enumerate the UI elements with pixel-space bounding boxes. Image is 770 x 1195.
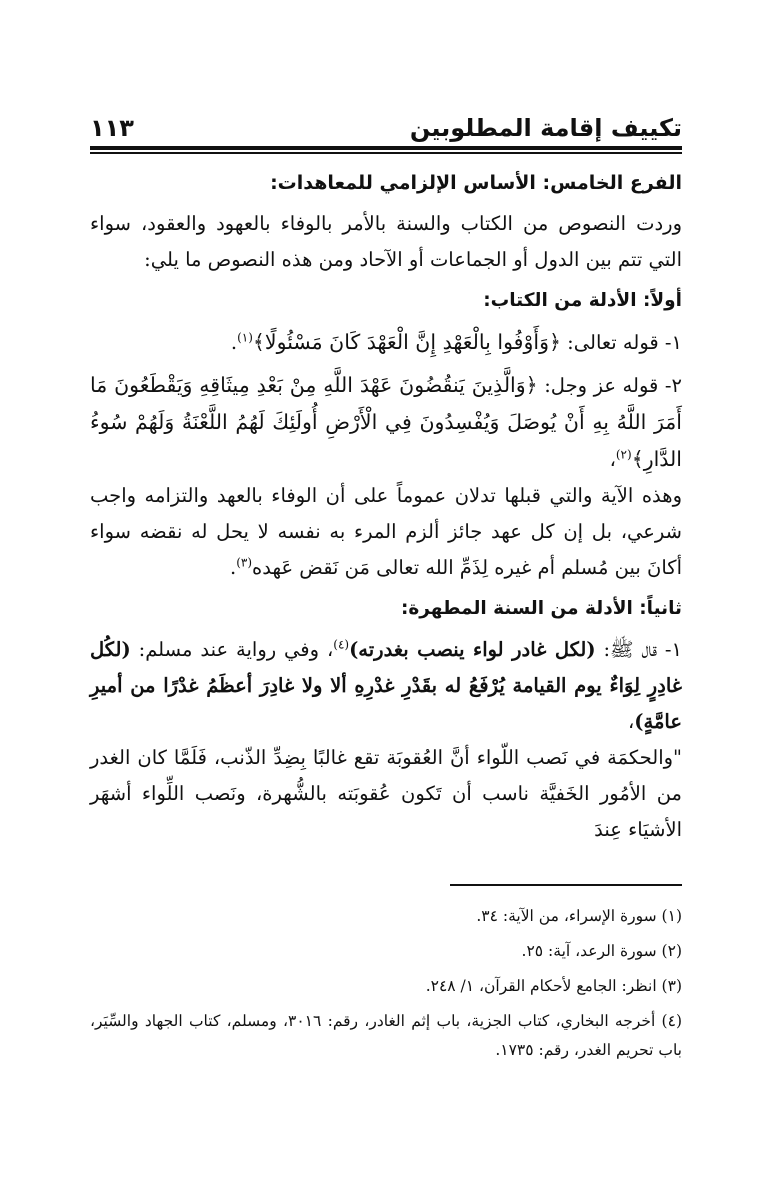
- running-title: تكييف إقامة المطلوبين: [409, 114, 682, 142]
- hadith-text-muslim: (لكُل غادِرٍ لِوَاءٌ يوم القيامة يُرْفَعُ له بقَدْرِ غدْرِهِ ألا ولا غادِرَ أعظَمُ غدْرًا من أميرِ عامَّةٍ): [90, 638, 682, 733]
- punctuation: ،: [628, 710, 635, 733]
- footnote-4: (٤) أخرجه البخاري، كتاب الجزية، باب إثم الغادر، رقم: ٣٠١٦، ومسلم، كتاب الجهاد والسِّيَر، باب تحريم الغدر، رقم: ١٧٣٥.: [90, 1012, 682, 1059]
- item-number-label: ٢- قوله عز وجل:: [537, 374, 682, 397]
- footnote-2: (٢) سورة الرعد، آية: ٢٥.: [521, 942, 682, 960]
- main-text: [90, 166, 682, 854]
- connector-text: ، وفي رواية عند مسلم:: [130, 638, 334, 661]
- quran-evidence-1: [90, 324, 682, 361]
- punctuation: ،: [609, 448, 616, 471]
- hadith-evidence-1: [90, 632, 682, 740]
- intro-paragraph: وردت النصوص من الكتاب والسنة بالأمر بالوفاء بالعهود والعقود، سواء التي تتم بين الدول أو الجماعات أو الآحاد ومن هذه النصوص ما يلي:: [90, 212, 682, 271]
- section-heading: الفرع الخامس: الأساس الإلزامي للمعاهدات:: [270, 172, 682, 194]
- header-rule-thick: [90, 146, 682, 150]
- hadith-text: (لكل غادر لواء ينصب بغدرته): [349, 638, 596, 661]
- quran-evidence-2: [90, 367, 682, 478]
- commentary-text: وهذه الآية والتي قبلها تدلان عموماً على أن الوفاء بالعهد والتزامه واجب شرعي، بل إن كل عهد جائز ألزم المرء به نفسه لا يحل له نقضه سواء أكانَ بين مُسلم أم غيره لِذَمِّ الله تعالى مَن نَقض عَهده: [90, 484, 682, 579]
- footnotes: [90, 902, 682, 1071]
- punctuation: .: [230, 556, 237, 579]
- quran-verse: ﴿وَأَوْفُوا بِالْعَهْدِ إِنَّ الْعَهْدَ كَانَ مَسْئُولًا﴾: [252, 330, 561, 354]
- footnote-reference: (٢): [615, 447, 632, 462]
- header-rule-thin: [90, 152, 682, 154]
- footnote-separator: [450, 884, 682, 886]
- footnote-3: (٣) انظر: الجامع لأحكام القرآن، ١/ ٢٤٨.: [425, 977, 682, 995]
- quran-verse: ﴿وَالَّذِينَ يَنقُضُونَ عَهْدَ اللَّهِ مِنْ بَعْدِ مِيثَاقِهِ وَيَقْطَعُونَ مَا أَمَرَ اللَّهُ بِهِ أَنْ يُوصَلَ وَيُفْسِدُونَ فِي الْأَرْضِ أُولَئِكَ لَهُمُ اللَّعْنَةُ وَلَهُمْ سُوءُ الدَّارِ﴾: [90, 373, 682, 471]
- item-number-label: ١- قال ﷺ:: [595, 638, 682, 661]
- footnote-reference: (١): [237, 330, 253, 345]
- page-number: ١١٣: [90, 114, 134, 142]
- evidence-quran-heading: أولاً: الأدلة من الكتاب:: [483, 290, 682, 311]
- punctuation: .: [230, 331, 238, 354]
- evidence-sunnah-heading: ثانياً: الأدلة من السنة المطهرة:: [400, 598, 682, 619]
- footnote-reference: (٣): [236, 555, 253, 570]
- wisdom-paragraph: "والحكمَة في نَصب اللّواء أنَّ العُقوبَة تقع غالبًا بِضِدِّ الذّنب، فَلَمَّا كان الغدر من الأمُور الخَفيَّة ناسب أن تَكون عُقوبَته بالشُّهرة، ونَصب اللِّواء أشهَر الأشيَاء عِندَ: [90, 746, 682, 841]
- commentary-paragraph: [90, 478, 682, 586]
- footnote-1: (١) سورة الإسراء، من الآية: ٣٤.: [476, 907, 682, 925]
- item-number-label: ١- قوله تعالى:: [560, 331, 682, 354]
- footnote-reference: (٤): [333, 637, 350, 652]
- page-header: [90, 108, 682, 142]
